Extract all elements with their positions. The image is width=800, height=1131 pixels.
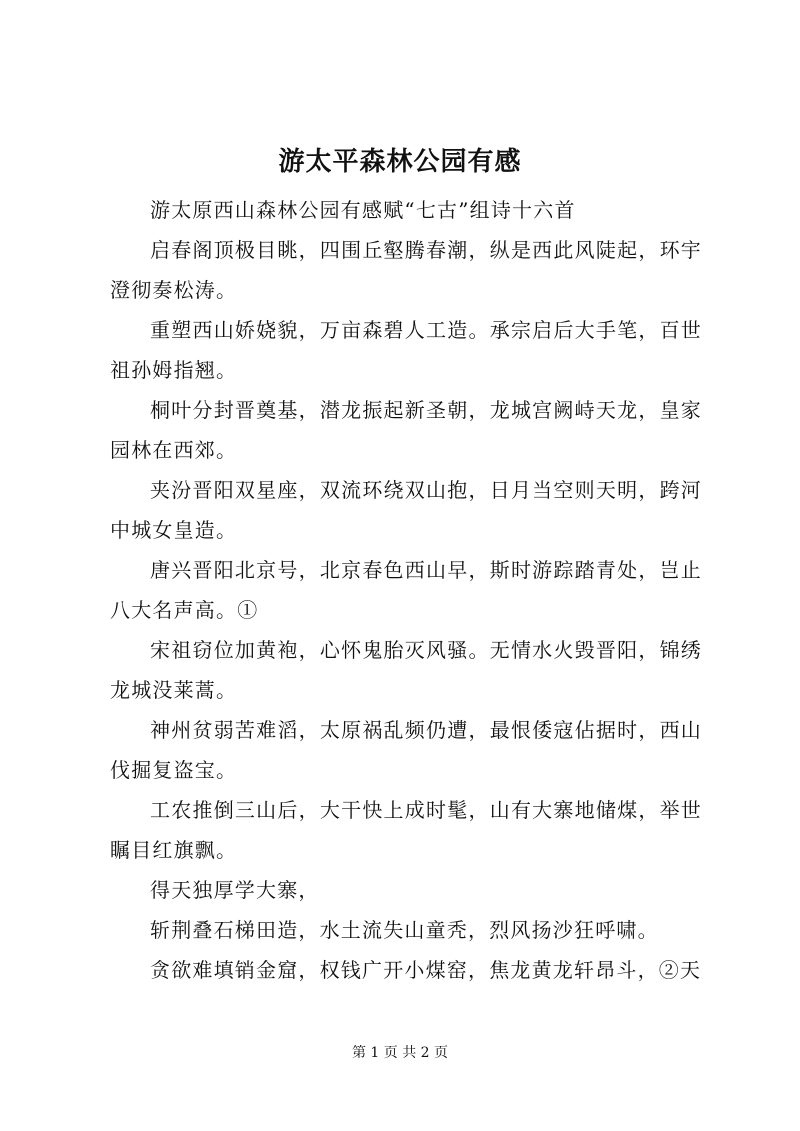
paragraph: 启春阁顶极目眺，四围丘壑腾春潮，纵是西此风陡起，环宇澄彻奏松涛。 — [110, 238, 702, 302]
document-title: 游太平森林公园有感 — [278, 147, 522, 177]
paragraph: 唐兴晋阳北京号，北京春色西山早，斯时游踪踏青处，岂止八大名声高。① — [110, 558, 702, 622]
paragraph: 游太原西山森林公园有感赋“七古”组诗十六首 — [150, 198, 576, 222]
paragraph: 工农推倒三山后，大干快上成时髦，山有大寨地储煤，举世瞩目红旗飘。 — [110, 798, 702, 862]
paragraph: 得天独厚学大寨， — [150, 878, 320, 902]
paragraph: 桐叶分封晋奠基，潜龙振起新圣朝，龙城宫阙峙天龙，皇家园林在西郊。 — [110, 398, 702, 462]
paragraph: 重塑西山娇娆貌，万亩森碧人工造。承宗启后大手笔，百世祖孙姆指翘。 — [110, 318, 702, 382]
paragraph: 神州贫弱苦难滔，太原祸乱频仍遭，最恨倭寇佔据时，西山伐掘复盗宝。 — [110, 718, 702, 782]
paragraph: 贪欲难填销金窟，权钱广开小煤窑，焦龙黄龙轩昂斗，②天 — [150, 958, 702, 982]
paragraph: 斩荆叠石梯田造，水土流失山童秃，烈风扬沙狂呼啸。 — [150, 918, 659, 942]
paragraph: 宋祖窃位加黄袍，心怀鬼胎灭风骚。无情水火毁晋阳，锦绣龙城没莱蒿。 — [110, 638, 702, 702]
document-body — [110, 190, 702, 990]
paragraph: 夹汾晋阳双星座，双流环绕双山抱，日月当空则天明，跨河中城女皇造。 — [110, 478, 702, 542]
page-footer: 第 1 页 共 2 页 — [351, 1045, 449, 1061]
